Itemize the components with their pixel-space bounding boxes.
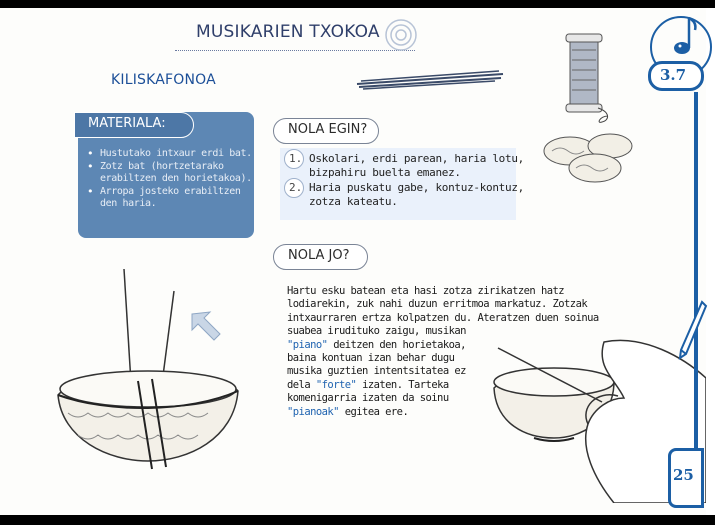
- page-number: 25: [673, 466, 694, 484]
- header-dotted-line: [175, 50, 415, 51]
- step-number: 1.: [289, 152, 303, 165]
- paragraph-fragment: izaten. Tarteka: [362, 378, 449, 391]
- bottom-black-border: [0, 515, 715, 525]
- walnut-instrument-illustration: [48, 263, 248, 478]
- step-text: Haria puskatu gabe, kontuz-kontuz,: [309, 181, 524, 194]
- term-piano: "piano": [287, 338, 328, 351]
- page-header-title: MUSIKARIEN TXOKOA: [196, 22, 380, 42]
- paragraph-line: komenigarria izaten da soinu: [287, 392, 449, 405]
- instrument-title: KILISKAFONOA: [111, 72, 216, 88]
- thread-spool-illustration: [558, 30, 618, 130]
- term-forte: "forte": [315, 378, 357, 391]
- paragraph-fragment: deitzen den horietakoa,: [333, 338, 466, 351]
- paragraph-line: intxaurraren ertza kolpatzen du. Ateratzen duen soinua: [287, 311, 599, 324]
- materials-list: [86, 148, 256, 211]
- music-note-mascot-icon: [672, 14, 698, 56]
- arrow-icon: [188, 308, 224, 344]
- paragraph-fragment: dela: [287, 378, 311, 391]
- top-black-border: [0, 0, 715, 8]
- step-text: Oskolari, erdi parean, haria lotu,: [309, 152, 524, 165]
- step-text: bizpahiru buelta emanez.: [309, 166, 461, 179]
- margin-blue-rule: [694, 92, 698, 452]
- materials-item: • Hustutako intxaur erdi bat.: [86, 148, 256, 160]
- section-number: 3.7: [660, 66, 687, 84]
- page-edge: [706, 8, 715, 515]
- materials-title: MATERIALA:: [88, 116, 166, 131]
- paragraph-line: baina kontuan izan behar dugu: [287, 352, 455, 365]
- term-pianoak: "pianoak": [287, 405, 339, 418]
- step-text: zotza kateatu.: [309, 195, 398, 208]
- paragraph-line: suabea irudituko zaigu, musikan: [287, 325, 466, 338]
- materials-item: • Arropa josteko erabiltzen den haria.: [86, 186, 256, 210]
- spiral-icon: [384, 18, 418, 52]
- step-number: 2.: [289, 181, 303, 194]
- paragraph-fragment: egitea ere.: [344, 405, 409, 418]
- toothpicks-illustration: [355, 68, 505, 90]
- pencil-icon: [678, 300, 708, 362]
- paragraph-line: Hartu esku batean eta hasi zotza zirikatzen hatz: [287, 285, 565, 297]
- paragraph-line: musika guztien intentsitatea ez: [287, 365, 466, 378]
- book-page: [0, 8, 715, 515]
- walnut-shells-illustration: [540, 126, 660, 196]
- how-to-make-title: NOLA EGIN?: [288, 122, 368, 137]
- paragraph-line: lodiarekin, zuk nahi duzun erritmoa markatuz. Zotzak: [287, 298, 588, 311]
- materials-item: • Zotz bat (hortzetarako erabiltzen den horietakoa).: [86, 161, 256, 185]
- how-to-play-title: NOLA JO?: [288, 248, 350, 263]
